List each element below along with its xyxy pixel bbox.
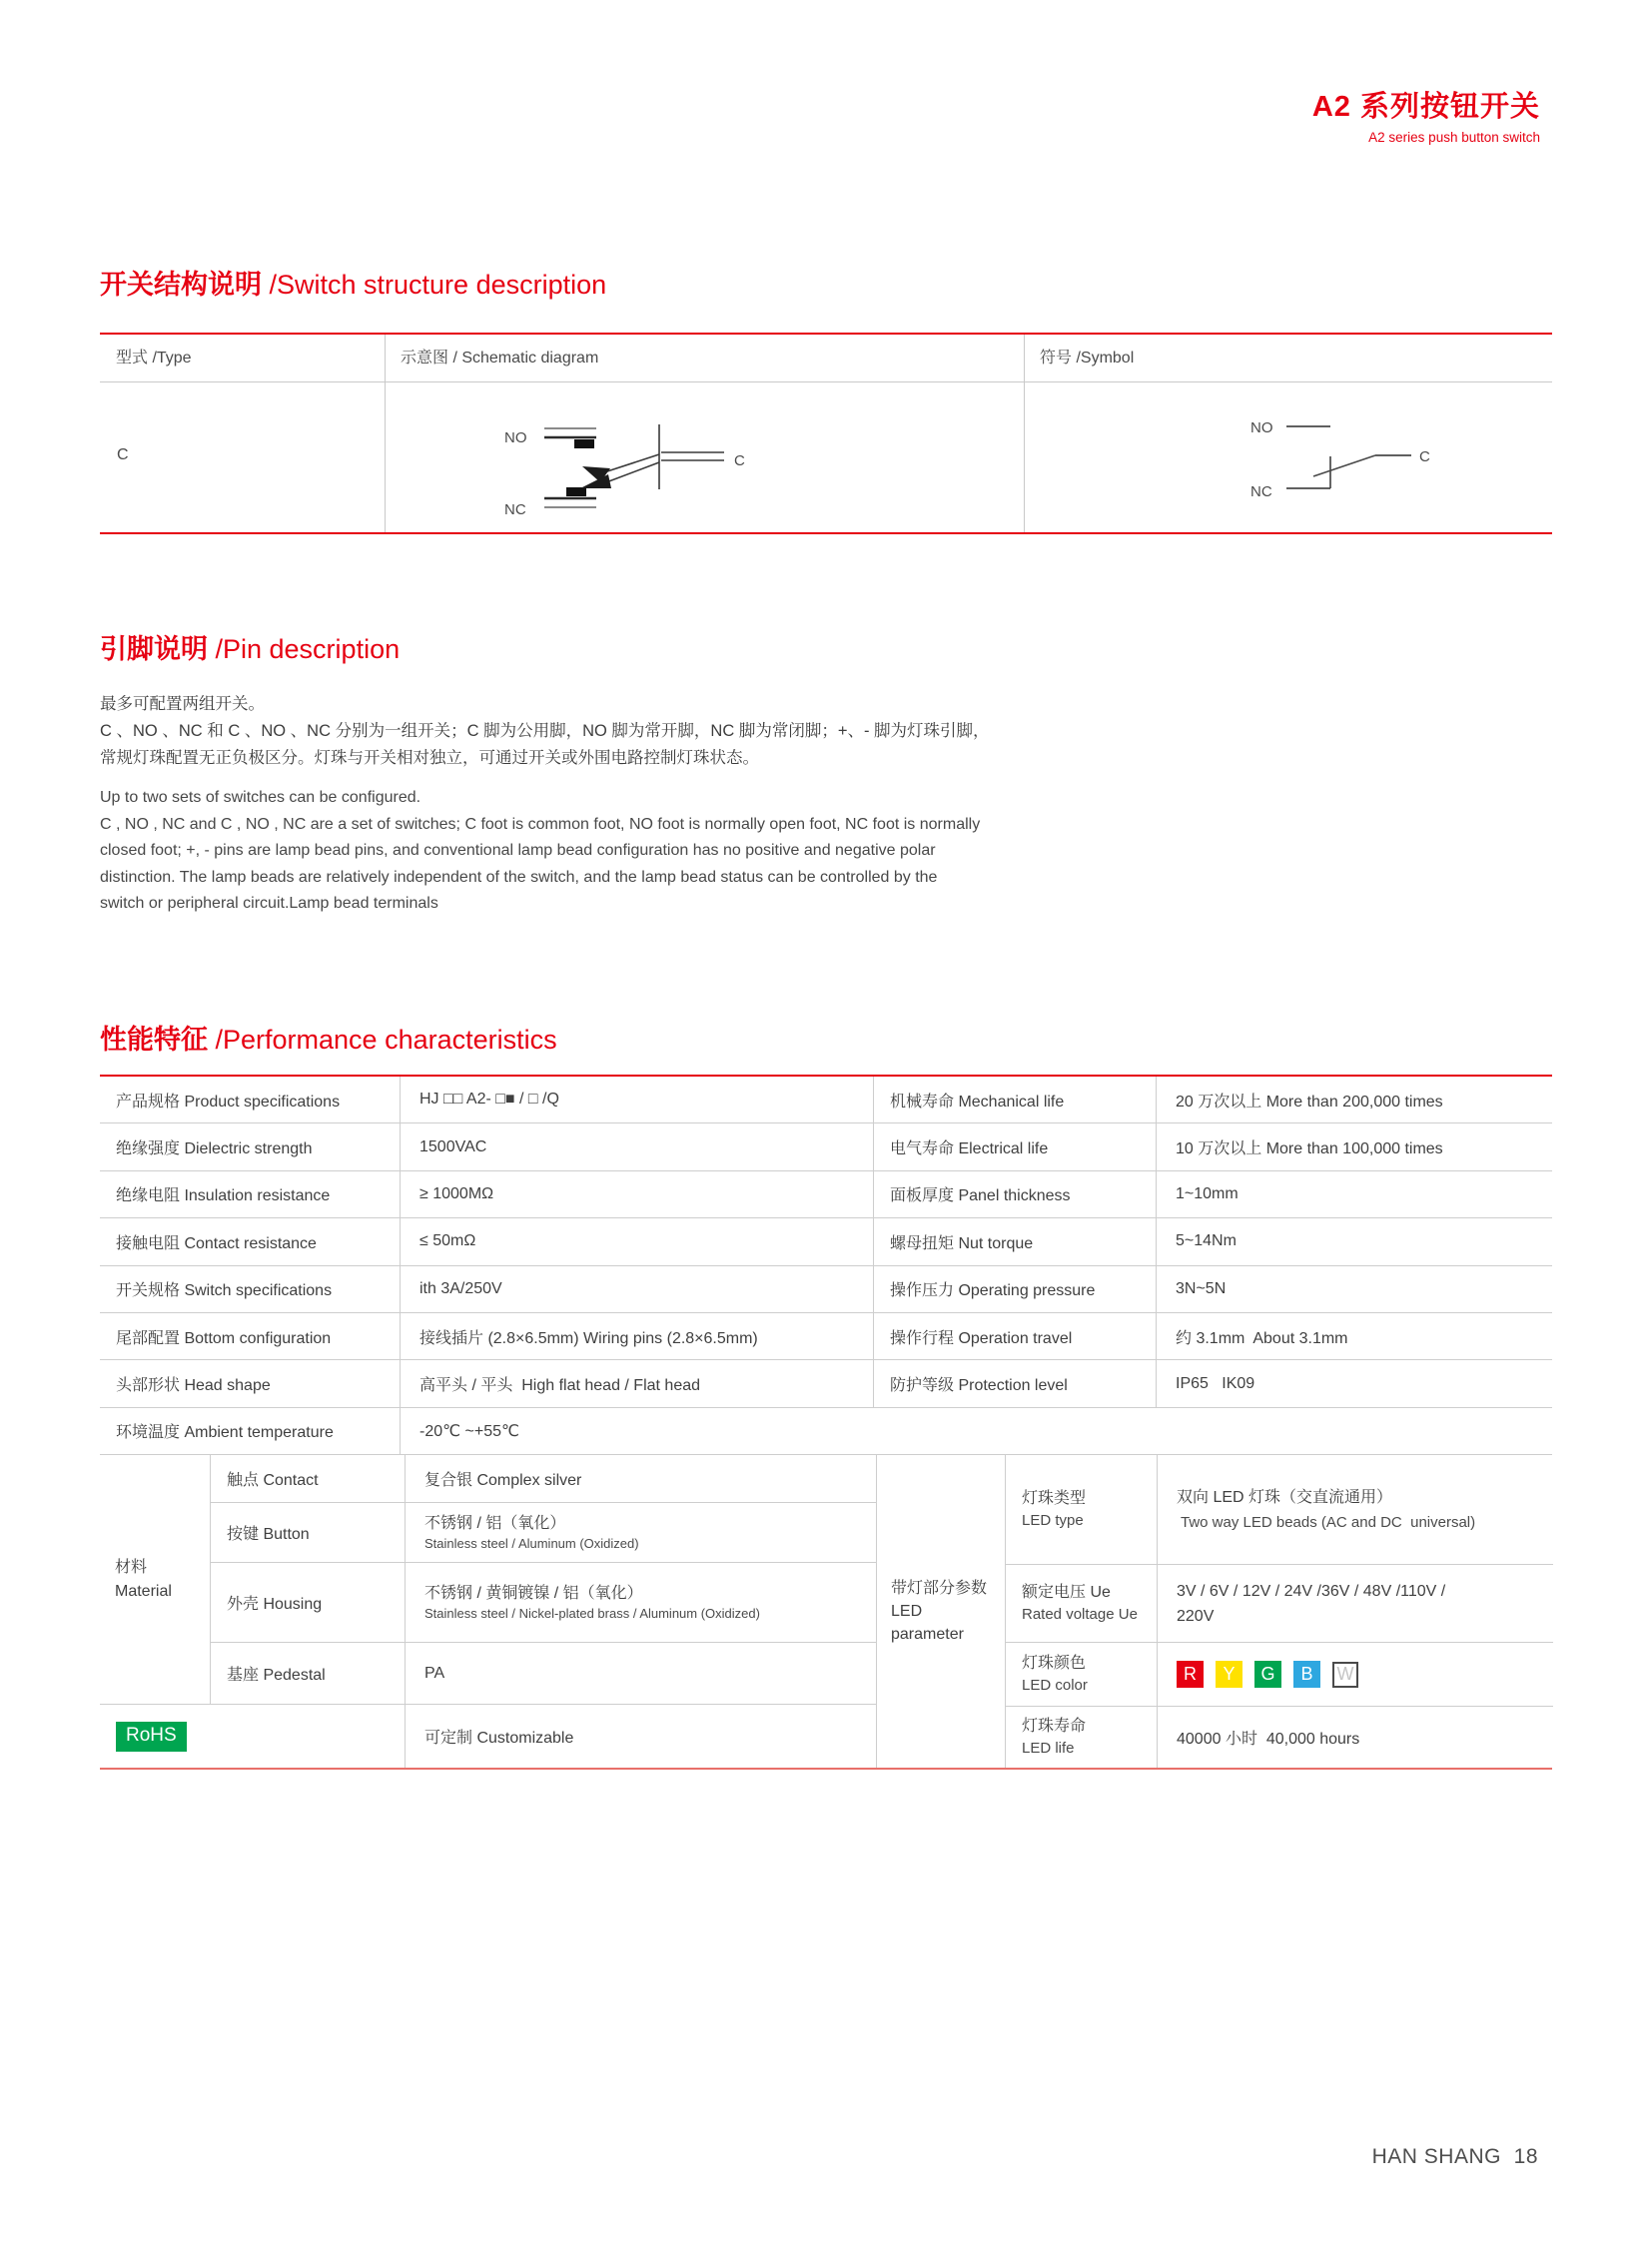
led-chip-red: R	[1177, 1661, 1204, 1688]
led-type-label-en: LED type	[1022, 1512, 1084, 1530]
rohs-badge: RoHS	[116, 1722, 187, 1752]
pin-en-line: closed foot; +, - pins are lamp bead pins, and conventional lamp bead configuration has no positive and negative polar	[100, 842, 936, 859]
nc-contact-pad	[566, 487, 586, 496]
spec-value: HJ □□ A2- □■ / □ /Q	[400, 1077, 873, 1123]
spec-value: 1~10mm	[1156, 1171, 1552, 1218]
material-group-cn: 材料	[115, 1558, 148, 1576]
symbol-c-label: C	[1419, 448, 1430, 465]
rohs-cell	[100, 1705, 405, 1768]
section-title-structure-en: /Switch structure description	[262, 270, 607, 300]
spec-label: 尾部配置 Bottom configuration	[100, 1313, 400, 1360]
led-chip-white: W	[1332, 1662, 1358, 1688]
pin-cn-line: C 、NO 、NC 和 C 、NO 、NC 分别为一组开关；C 脚为公用脚，NO 脚为常开脚，NC 脚为常闭脚；+、- 脚为灯珠引脚，	[100, 722, 990, 740]
col-header-schematic: 示意图 / Schematic diagram	[401, 350, 599, 367]
footer-page-number: 18	[1513, 2145, 1538, 2168]
section-title-performance-en: /Performance characteristics	[208, 1025, 557, 1055]
material-value-cn: 不锈钢 / 铝（氧化）	[424, 1515, 566, 1533]
page-footer	[1372, 2145, 1538, 2169]
pin-en-line: C , NO , NC and C , NO , NC are a set of switches; C foot is common foot, NO foot is normally open foot, NC foot is normally	[100, 815, 981, 833]
spec-empty-cell	[873, 1408, 1156, 1455]
spec-label: 面板厚度 Panel thickness	[873, 1171, 1156, 1218]
section-title-performance-cn: 性能特征	[100, 1025, 208, 1055]
page-title-en: A2 series push button switch	[1368, 130, 1540, 145]
material-value	[405, 1503, 876, 1563]
movable-contact-line	[1313, 455, 1375, 476]
material-value-en: Stainless steel / Nickel-plated brass / Aluminum (Oxidized)	[424, 1606, 760, 1622]
spec-value: 5~14Nm	[1156, 1218, 1552, 1265]
spec-value: ith 3A/250V	[400, 1266, 873, 1313]
led-voltage-label-cn: 额定电压 Ue	[1022, 1584, 1111, 1602]
led-life-label-cn: 灯珠寿命	[1022, 1718, 1087, 1736]
material-block	[100, 1455, 876, 1768]
material-label: 基座 Pedestal	[210, 1643, 405, 1705]
led-type-label-cn: 灯珠类型	[1022, 1490, 1087, 1508]
type-value: C	[117, 446, 129, 463]
section-title-structure-cn: 开关结构说明	[100, 270, 262, 300]
led-voltage-label	[1005, 1565, 1157, 1643]
footer-brand: HAN SHANG	[1371, 2145, 1501, 2168]
led-chip-blue: B	[1293, 1661, 1320, 1688]
spec-empty-cell	[1156, 1408, 1552, 1455]
lever-arm	[604, 454, 659, 472]
spec-value: 20 万次以上 More than 200,000 times	[1156, 1077, 1552, 1123]
performance-table-upper	[100, 1077, 1552, 1455]
led-life-label-en: LED life	[1022, 1740, 1075, 1758]
led-group-cn: 带灯部分参数	[891, 1580, 988, 1598]
footer-spacer	[1501, 2145, 1514, 2168]
led-voltage-value: 3V / 6V / 12V / 24V /36V / 48V /110V / 220V	[1157, 1565, 1553, 1643]
spec-value: 约 3.1mm About 3.1mm	[1156, 1313, 1552, 1360]
led-life-value: 40000 小时 40,000 hours	[1157, 1707, 1553, 1768]
spec-label: 机械寿命 Mechanical life	[873, 1077, 1156, 1123]
col-header-type: 型式 /Type	[116, 350, 192, 367]
spec-label: 电气寿命 Electrical life	[873, 1123, 1156, 1170]
section-title-structure	[100, 263, 606, 302]
section-title-pin-en: /Pin description	[208, 634, 401, 664]
material-label: 触点 Contact	[210, 1455, 405, 1503]
led-group-en: parameter	[891, 1626, 964, 1644]
led-chip-green: G	[1254, 1661, 1281, 1688]
led-chip-yellow: Y	[1216, 1661, 1242, 1688]
section-title-performance	[100, 1018, 557, 1057]
pin-en-line: Up to two sets of switches can be configured.	[100, 789, 421, 806]
led-block	[876, 1455, 1552, 1768]
customizable-value: 可定制 Customizable	[405, 1705, 876, 1768]
pin-description-en	[100, 785, 980, 918]
spec-value: 10 万次以上 More than 100,000 times	[1156, 1123, 1552, 1170]
performance-table-lower	[100, 1455, 1552, 1768]
symbol-diagram	[1234, 382, 1513, 532]
no-contact-pad	[574, 439, 594, 448]
spec-value: ≥ 1000MΩ	[400, 1171, 873, 1218]
spec-label: 操作行程 Operation travel	[873, 1313, 1156, 1360]
spec-label: 操作压力 Operating pressure	[873, 1266, 1156, 1313]
spec-label: 头部形状 Head shape	[100, 1360, 400, 1407]
pin-en-line: distinction. The lamp beads are relatively independent of the switch, and the lamp bead status can be controlled by the	[100, 868, 938, 886]
led-type-value-cn: 双向 LED 灯珠（交直流通用）	[1177, 1488, 1393, 1506]
led-type-label	[1005, 1455, 1157, 1565]
led-group-en: LED	[891, 1603, 923, 1621]
material-group-en: Material	[115, 1582, 172, 1600]
led-voltage-label-en: Rated voltage Ue	[1022, 1606, 1138, 1624]
material-label: 外壳 Housing	[210, 1563, 405, 1643]
pin-en-line: switch or peripheral circuit.Lamp bead terminals	[100, 895, 438, 912]
table-divider	[1024, 335, 1025, 532]
material-value-cn: 不锈钢 / 黄铜镀镍 / 铝（氧化）	[424, 1585, 643, 1603]
led-type-value-en: Two way LED beads (AC and DC universal)	[1181, 1513, 1476, 1531]
spec-value: 1500VAC	[400, 1123, 873, 1170]
page-title-cn: A2 系列按钮开关	[1311, 91, 1540, 123]
spec-value: 3N~5N	[1156, 1266, 1552, 1313]
symbol-no-label: NO	[1250, 419, 1273, 436]
switch-structure-table	[100, 333, 1552, 534]
spec-label: 产品规格 Product specifications	[100, 1077, 400, 1123]
table-divider	[385, 335, 386, 532]
material-value	[405, 1563, 876, 1643]
spec-label: 环境温度 Ambient temperature	[100, 1408, 400, 1455]
material-label: 按键 Button	[210, 1503, 405, 1563]
col-header-symbol: 符号 /Symbol	[1040, 350, 1135, 367]
section-title-pin	[100, 627, 400, 666]
led-group-cell	[877, 1455, 1005, 1768]
material-value-en: Stainless steel / Aluminum (Oxidized)	[424, 1536, 639, 1552]
spec-label: 螺母扭矩 Nut torque	[873, 1218, 1156, 1265]
schematic-no-label: NO	[504, 429, 527, 446]
led-color-value	[1157, 1643, 1553, 1707]
schematic-nc-label: NC	[504, 501, 526, 518]
schematic-c-label: C	[734, 452, 745, 469]
pin-description-cn	[100, 691, 990, 772]
spec-label: 接触电阻 Contact resistance	[100, 1218, 400, 1265]
material-group-cell	[100, 1455, 210, 1705]
material-value: 复合银 Complex silver	[405, 1455, 876, 1503]
spec-label: 绝缘电阻 Insulation resistance	[100, 1171, 400, 1218]
section-title-pin-cn: 引脚说明	[100, 634, 208, 664]
led-life-label	[1005, 1707, 1157, 1768]
led-color-label-cn: 灯珠颜色	[1022, 1655, 1087, 1673]
led-color-label	[1005, 1643, 1157, 1707]
pin-cn-line: 常规灯珠配置无正负极区分。灯珠与开关相对独立，可通过开关或外围电路控制灯珠状态。	[100, 749, 759, 767]
spec-value: 接线插片 (2.8×6.5mm) Wiring pins (2.8×6.5mm)	[400, 1313, 873, 1360]
spec-value: -20℃ ~+55℃	[400, 1408, 873, 1455]
spec-label: 开关规格 Switch specifications	[100, 1266, 400, 1313]
spec-label: 防护等级 Protection level	[873, 1360, 1156, 1407]
spec-value: ≤ 50mΩ	[400, 1218, 873, 1265]
pin-cn-line: 最多可配置两组开关。	[100, 695, 265, 713]
symbol-nc-label: NC	[1250, 483, 1272, 500]
led-type-value	[1157, 1455, 1553, 1565]
spec-value: 高平头 / 平头 High flat head / Flat head	[400, 1360, 873, 1407]
schematic-diagram	[484, 384, 784, 534]
lever-arm	[606, 462, 659, 482]
led-color-chips	[1177, 1661, 1358, 1688]
structure-table-header	[100, 335, 1552, 382]
spec-value: IP65 IK09	[1156, 1360, 1552, 1407]
spec-label: 绝缘强度 Dielectric strength	[100, 1123, 400, 1170]
page-header	[1312, 84, 1540, 145]
led-color-label-en: LED color	[1022, 1677, 1088, 1695]
performance-table	[100, 1075, 1552, 1770]
material-value: PA	[405, 1643, 876, 1705]
